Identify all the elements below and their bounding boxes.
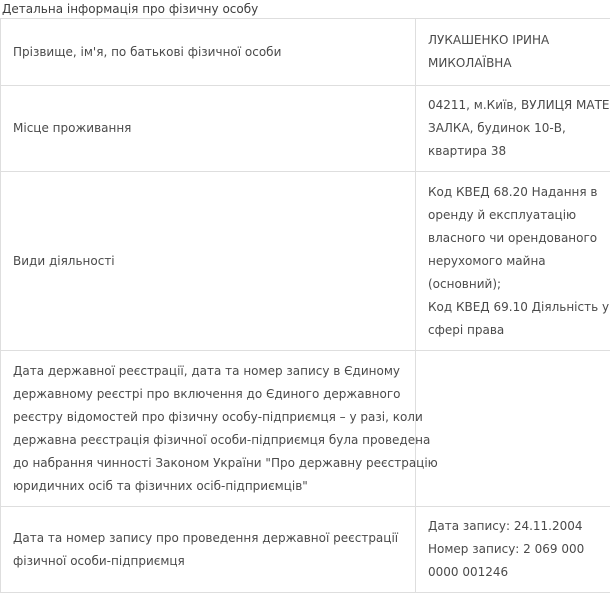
person-details-table — [0, 18, 610, 593]
row-label — [1, 351, 438, 507]
label-line: державна реєстрація фізичної особи-підприємця була проведена — [13, 432, 431, 447]
table-row-activities — [1, 172, 610, 351]
value-line: ЛУКАШЕНКО ІРИНА — [428, 33, 550, 47]
label-line: Види діяльності — [13, 253, 115, 268]
label-line: Дата державної реєстрації, дата та номер запису в Єдиному — [13, 363, 400, 378]
row-label — [1, 507, 416, 593]
label-line: державному реєстрі про включення до Єдиного державного — [13, 386, 401, 401]
label-line: до набрання чинності Законом України "Про державну реєстрацію — [13, 455, 438, 470]
value-line: оренду й експлуатацію — [428, 207, 577, 222]
value-line: МИКОЛАЇВНА — [428, 56, 512, 70]
value-line: 04211, м.Київ, ВУЛИЦЯ МАТЕ — [428, 98, 610, 112]
value-line: (основний); — [428, 276, 502, 291]
label-line: фізичної особи-підприємця — [13, 553, 185, 568]
value-line: Дата запису: 24.11.2004 — [428, 519, 583, 533]
row-value — [416, 19, 610, 86]
table-row-registration-record — [1, 507, 610, 593]
label-line: юридичних осіб та фізичних осіб-підприємців" — [13, 478, 308, 493]
row-label — [1, 172, 416, 351]
table-row-registration-info — [1, 351, 610, 507]
value-line: 0000 001246 — [428, 565, 509, 579]
label-line: Прізвище, ім'я, по батькові фізичної особи — [13, 44, 282, 59]
label-line: Дата та номер запису про проведення державної реєстрації — [13, 530, 399, 545]
section-caption: Детальна інформація про фізичну особу — [2, 2, 259, 16]
label-line: Місце проживання — [13, 121, 132, 135]
value-line: ЗАЛКА, будинок 10-В, — [428, 121, 566, 135]
value-line: нерухомого майна — [428, 253, 546, 268]
value-line: Код КВЕД 68.20 Надання в — [428, 184, 598, 199]
row-value — [416, 172, 610, 351]
label-line: реєстру відомостей про фізичну особу-підприємця – у разі, коли — [13, 409, 423, 424]
value-line: сфері права — [428, 322, 505, 337]
row-label — [1, 19, 416, 86]
value-line: квартира 38 — [428, 144, 507, 158]
row-value — [416, 507, 610, 593]
row-label — [1, 86, 416, 172]
value-line: власного чи орендованого — [428, 230, 598, 245]
value-line: Код КВЕД 69.10 Діяльність у — [428, 299, 610, 314]
table-row-full-name — [1, 19, 610, 86]
row-value — [416, 86, 610, 172]
value-line: Номер запису: 2 069 000 — [428, 542, 585, 556]
table-row-residence — [1, 86, 610, 172]
row-value-empty — [416, 351, 610, 507]
